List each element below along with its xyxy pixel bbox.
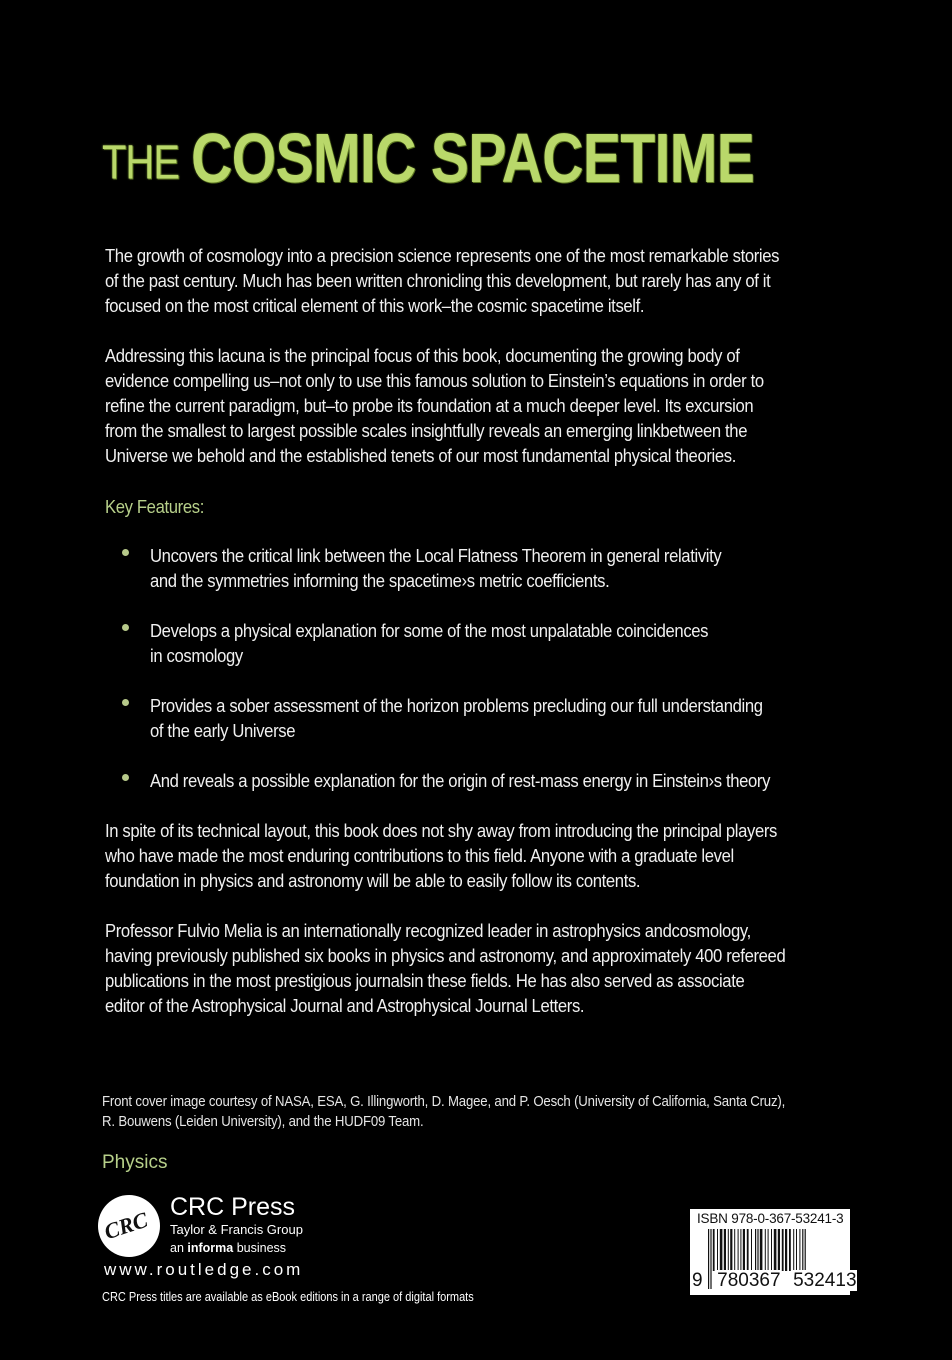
barcode-bar — [799, 1229, 800, 1271]
closing-paragraph-1 — [105, 818, 865, 893]
ean-digits — [692, 1270, 857, 1292]
crc-logo-icon — [98, 1195, 160, 1257]
text-line: refine the current paradigm, but–to probe its foundation at a much deeper level. Its excursion — [105, 395, 754, 416]
barcode-bar — [768, 1229, 769, 1271]
barcode-bar — [743, 1229, 745, 1271]
barcode-bar — [751, 1229, 752, 1271]
barcode-bar — [717, 1229, 718, 1271]
text-line: Addressing this lacuna is the principal focus of this book, documenting the growing body of — [105, 345, 740, 366]
publisher-url: www.routledge.com — [104, 1260, 304, 1279]
feature-item — [150, 768, 870, 793]
bullet-icon — [122, 624, 132, 634]
text-line: Develops a physical explanation for some of the most unpalatable coincidences — [150, 620, 709, 641]
text-line: In spite of its technical layout, this book does not shy away from introducing the principal players — [105, 820, 778, 841]
barcode-bar — [774, 1229, 777, 1271]
text-line: having previously published six books in physics and astronomy, and approximately 400 refereed — [105, 945, 786, 966]
text-line: who have made the most enduring contributions to this field. Anyone with a graduate level — [105, 845, 734, 866]
text-line: R. Bouwens (Leiden University), and the HUDF09 Team. — [102, 1113, 424, 1130]
barcode-bar — [730, 1229, 732, 1271]
intro-paragraph-2 — [105, 343, 865, 468]
text-line: Front cover image courtesy of NASA, ESA, G. Illingworth, D. Magee, and P. Oesch (University of California, Santa Cruz), — [102, 1093, 786, 1110]
barcode-bar — [789, 1229, 791, 1271]
bullet-icon — [122, 549, 132, 559]
text-line: Provides a sober assessment of the horizon problems precluding our full understanding — [150, 695, 763, 716]
text-line: in cosmology — [150, 645, 243, 666]
barcode-bar — [734, 1229, 735, 1271]
image-credit — [102, 1092, 859, 1132]
tagline-prefix: an — [170, 1241, 188, 1255]
barcode-bar — [740, 1229, 741, 1271]
key-features-heading — [105, 494, 865, 519]
text-line: from the smallest to largest possible scales insightfully reveals an emerging linkbetween the — [105, 420, 748, 441]
title-main: COSMIC SPACETIME — [191, 119, 755, 197]
barcode-bar — [720, 1229, 723, 1271]
publisher-name: CRC Press — [170, 1193, 296, 1221]
barcode-bar — [713, 1229, 715, 1271]
barcode-bar — [778, 1229, 780, 1271]
text-line: Uncovers the critical link between the Local Flatness Theorem in general relativity — [150, 545, 722, 566]
tagline-suffix: business — [233, 1241, 287, 1255]
barcode-bar — [724, 1229, 726, 1271]
ean-left-digits: 780367 — [717, 1270, 781, 1291]
ebook-note: CRC Press titles are available as eBook editions in a range of digital formats — [102, 1290, 474, 1304]
author-bio — [105, 918, 865, 1018]
heading-text: Key Features: — [105, 496, 204, 517]
barcode-bar — [771, 1229, 772, 1271]
book-title — [102, 118, 878, 198]
text-line: The growth of cosmology into a precision science represents one of the most remarkable stories — [105, 245, 780, 266]
ean-right-digits: 532413 — [793, 1270, 857, 1291]
ean-first-digit: 9 — [692, 1270, 703, 1291]
text-line: editor of the Astrophysical Journal and Astrophysical Journal Letters. — [105, 995, 585, 1016]
barcode-bar — [785, 1229, 787, 1271]
text-line: evidence compelling us–not only to use this famous solution to Einstein’s equations in order to — [105, 370, 764, 391]
barcode-bar — [738, 1229, 739, 1271]
title-prefix: THE — [102, 136, 179, 190]
text-line: of the early Universe — [150, 720, 296, 741]
feature-item — [150, 693, 870, 743]
text-line: focused on the most critical element of this work–the cosmic spacetime itself. — [105, 295, 645, 316]
tagline-brand: informa — [187, 1241, 234, 1255]
bullet-icon — [122, 699, 132, 709]
barcode-bar — [765, 1229, 766, 1271]
barcode-bar — [728, 1229, 729, 1271]
informa-tagline — [170, 1241, 286, 1255]
text-line: and the symmetries informing the spacetime›s metric coefficients. — [150, 570, 610, 591]
barcode-bar — [760, 1229, 763, 1271]
subject-category: Physics — [102, 1152, 168, 1173]
publisher-group: Taylor & Francis Group — [170, 1222, 303, 1237]
bullet-icon — [122, 774, 132, 784]
feature-item — [150, 618, 870, 668]
barcode-bar — [796, 1229, 797, 1271]
barcode-bar — [782, 1229, 784, 1271]
barcode-bar — [793, 1229, 794, 1271]
isbn-barcode — [690, 1209, 857, 1295]
feature-item — [150, 543, 870, 593]
text-line: Professor Fulvio Melia is an internationally recognized leader in astrophysics andcosmology, — [105, 920, 751, 941]
isbn-label: ISBN 978-0-367-53241-3 — [697, 1211, 844, 1226]
text-line: Universe we behold and the established tenets of our most fundamental physical theories. — [105, 445, 737, 466]
barcode-bar — [747, 1229, 749, 1271]
text-line: of the past century. Much has been written chronicling this development, but rarely has any of it — [105, 270, 771, 291]
text-line: And reveals a possible explanation for the origin of rest-mass energy in Einstein›s theory — [150, 770, 771, 791]
text-line: foundation in physics and astronomy will be able to easily follow its contents. — [105, 870, 641, 891]
logo-text: CRC — [101, 1206, 151, 1245]
text-line: publications in the most prestigious journalsin these fields. He has also served as associate — [105, 970, 745, 991]
intro-paragraph-1 — [105, 243, 865, 318]
